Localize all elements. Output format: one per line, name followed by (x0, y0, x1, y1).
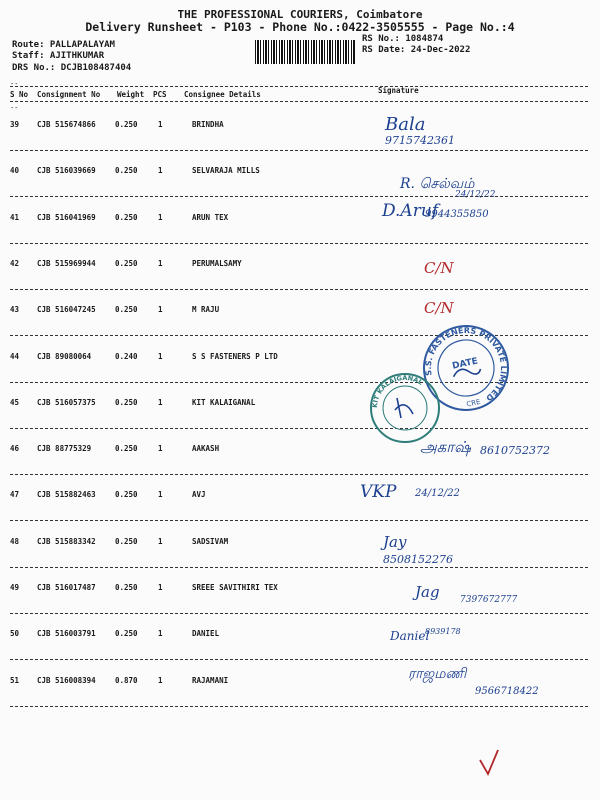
row-sno: 42 (10, 258, 20, 268)
fasteners-stamp-ring-text: S.S. FASTENERS PRIVATE LIMITED (423, 325, 509, 403)
row-signature: C/N (424, 258, 454, 277)
row-sno: 43 (10, 305, 20, 315)
row-consignee: AAKASH (192, 444, 220, 454)
row-consignment: CJB 516003791 (37, 629, 96, 639)
row-pcs: 1 (158, 351, 163, 361)
row-pcs: 1 (158, 583, 163, 592)
row-consignment: CJB 515969944 (37, 258, 96, 268)
row-consignment: CJB 515882463 (37, 490, 96, 500)
row-signature: Jay (383, 532, 407, 551)
row-pcs: 1 (158, 258, 163, 268)
row-sno: 41 (10, 212, 20, 222)
row-sno: 45 (10, 397, 20, 407)
col-consignment: Consignment No (37, 90, 101, 99)
row-signature: VKP (360, 482, 397, 503)
row-sno: 40 (10, 166, 20, 176)
row-signature-number: 9944355850 (425, 208, 489, 220)
row-pcs: 1 (158, 629, 163, 639)
row-signature: அகாஷ் (420, 438, 471, 457)
row-pcs: 1 (158, 212, 163, 222)
row-consignment: CJB 516017487 (37, 583, 96, 592)
row-consignment: CJB 516041969 (37, 212, 96, 222)
row-sno: 49 (10, 583, 20, 592)
row-consignment: CJB 516008394 (37, 675, 96, 685)
row-weight: 0.870 (115, 675, 138, 685)
row-consignment: CJB 516039669 (37, 166, 96, 176)
row-signature: R. செல்வம் (400, 176, 475, 193)
row-sno: 48 (10, 536, 20, 546)
col-sno: S No (10, 90, 29, 99)
kit-stamp (371, 374, 439, 442)
row-signature: Bala (385, 114, 426, 135)
row-signature-number: 8508152276 (383, 552, 453, 566)
row-signature: ராஜமணி (408, 665, 467, 682)
row-weight: 0.250 (115, 258, 138, 268)
row-consignee: M RAJU (192, 305, 220, 315)
row-pcs: 1 (158, 166, 163, 176)
row-weight: 0.250 (115, 120, 138, 129)
row-weight: 0.250 (115, 212, 138, 222)
row-weight: 0.250 (115, 490, 138, 500)
kit-stamp-ring-text: KIT KALAIGANAL (370, 373, 425, 409)
row-consignment: CJB 516047245 (37, 305, 96, 315)
fasteners-stamp-bottom: CRE (465, 397, 482, 409)
row-weight: 0.250 (115, 629, 138, 639)
row-signature: D.Aruf (382, 200, 439, 221)
check-mark-icon (480, 750, 498, 774)
row-signature: Jag (415, 583, 440, 601)
row-consignee: ARUN TEX (192, 212, 229, 222)
row-signature-number: 24/12/22 (415, 488, 460, 500)
fasteners-stamp-center: DATE (451, 356, 479, 372)
row-weight: 0.250 (115, 444, 138, 454)
row-weight: 0.250 (115, 536, 138, 546)
row-consignee: KIT KALAIGANAL (192, 397, 256, 407)
col-signature: Signature (378, 86, 419, 95)
row-pcs: 1 (158, 490, 163, 500)
row-pcs: 1 (158, 120, 163, 129)
rs-date: RS Date: 24-Dec-2022 (362, 45, 471, 55)
row-weight: 0.250 (115, 166, 138, 176)
row-signature-number: 9715742361 (385, 134, 455, 147)
row-sno: 47 (10, 490, 20, 500)
row-consignment: CJB 89080064 (37, 351, 92, 361)
row-consignee: SELVARAJA MILLS (192, 166, 260, 176)
row-consignee: SREEE SAVITHIRI TEX (192, 583, 278, 592)
row-pcs: 1 (158, 444, 163, 454)
row-pcs: 1 (158, 675, 163, 685)
left-tick: -- (10, 80, 19, 88)
row-signature-number: 8939178 (425, 627, 461, 637)
col-consignee: Consignee Details (184, 90, 261, 99)
rs-number: RS No.: 1084874 (362, 34, 444, 44)
row-pcs: 1 (158, 305, 163, 315)
row-consignment: CJB 515883342 (37, 536, 96, 546)
row-weight: 0.250 (115, 397, 138, 407)
row-consignment: CJB 516057375 (37, 397, 96, 407)
row-sno: 44 (10, 351, 20, 361)
row-signature: Daniel (390, 629, 430, 644)
row-signature: C/N (424, 299, 454, 318)
row-pcs: 1 (158, 397, 163, 407)
row-weight: 0.250 (115, 583, 138, 592)
row-consignee: S S FASTENERS P LTD (192, 351, 278, 361)
row-signature-number: 8610752372 (480, 444, 550, 458)
row-consignment: CJB 88775329 (37, 444, 92, 454)
fasteners-stamp (416, 318, 516, 418)
row-weight: 0.240 (115, 351, 138, 361)
row-sno: 39 (10, 120, 20, 129)
drs-number: DRS No.: DCJB108487404 (12, 63, 132, 73)
row-weight: 0.250 (115, 305, 138, 315)
row-consignee: AVJ (192, 490, 206, 500)
runsheet-title: Delivery Runsheet - P103 - Phone No.:0422-3505555 - Page No.:4 (85, 20, 515, 34)
row-consignee: BRINDHA (192, 120, 224, 129)
row-signature-number: 7397672777 (460, 595, 518, 605)
row-consignee: DANIEL (192, 629, 220, 639)
left-tick-2: -- (10, 104, 19, 112)
row-sno: 51 (10, 675, 20, 685)
row-consignee: SADSIVAM (192, 536, 229, 546)
row-consignee: PERUMALSAMY (192, 258, 242, 268)
row-signature-number: 9566718422 (475, 685, 539, 697)
row-consignee: RAJAMANI (192, 675, 229, 685)
row-consignment: CJB 515674866 (37, 120, 96, 129)
row-sno: 46 (10, 444, 20, 454)
staff-label: Staff: AJITHKUMAR (12, 51, 105, 61)
row-sno: 50 (10, 629, 20, 639)
row-pcs: 1 (158, 536, 163, 546)
col-weight: Weight (117, 90, 145, 99)
company-title: THE PROFESSIONAL COURIERS, Coimbatore (177, 8, 423, 21)
route-label: Route: PALLAPALAYAM (12, 40, 115, 50)
col-pcs: PCS (153, 90, 167, 99)
row-signature-number: 24/12/22 (455, 190, 496, 201)
